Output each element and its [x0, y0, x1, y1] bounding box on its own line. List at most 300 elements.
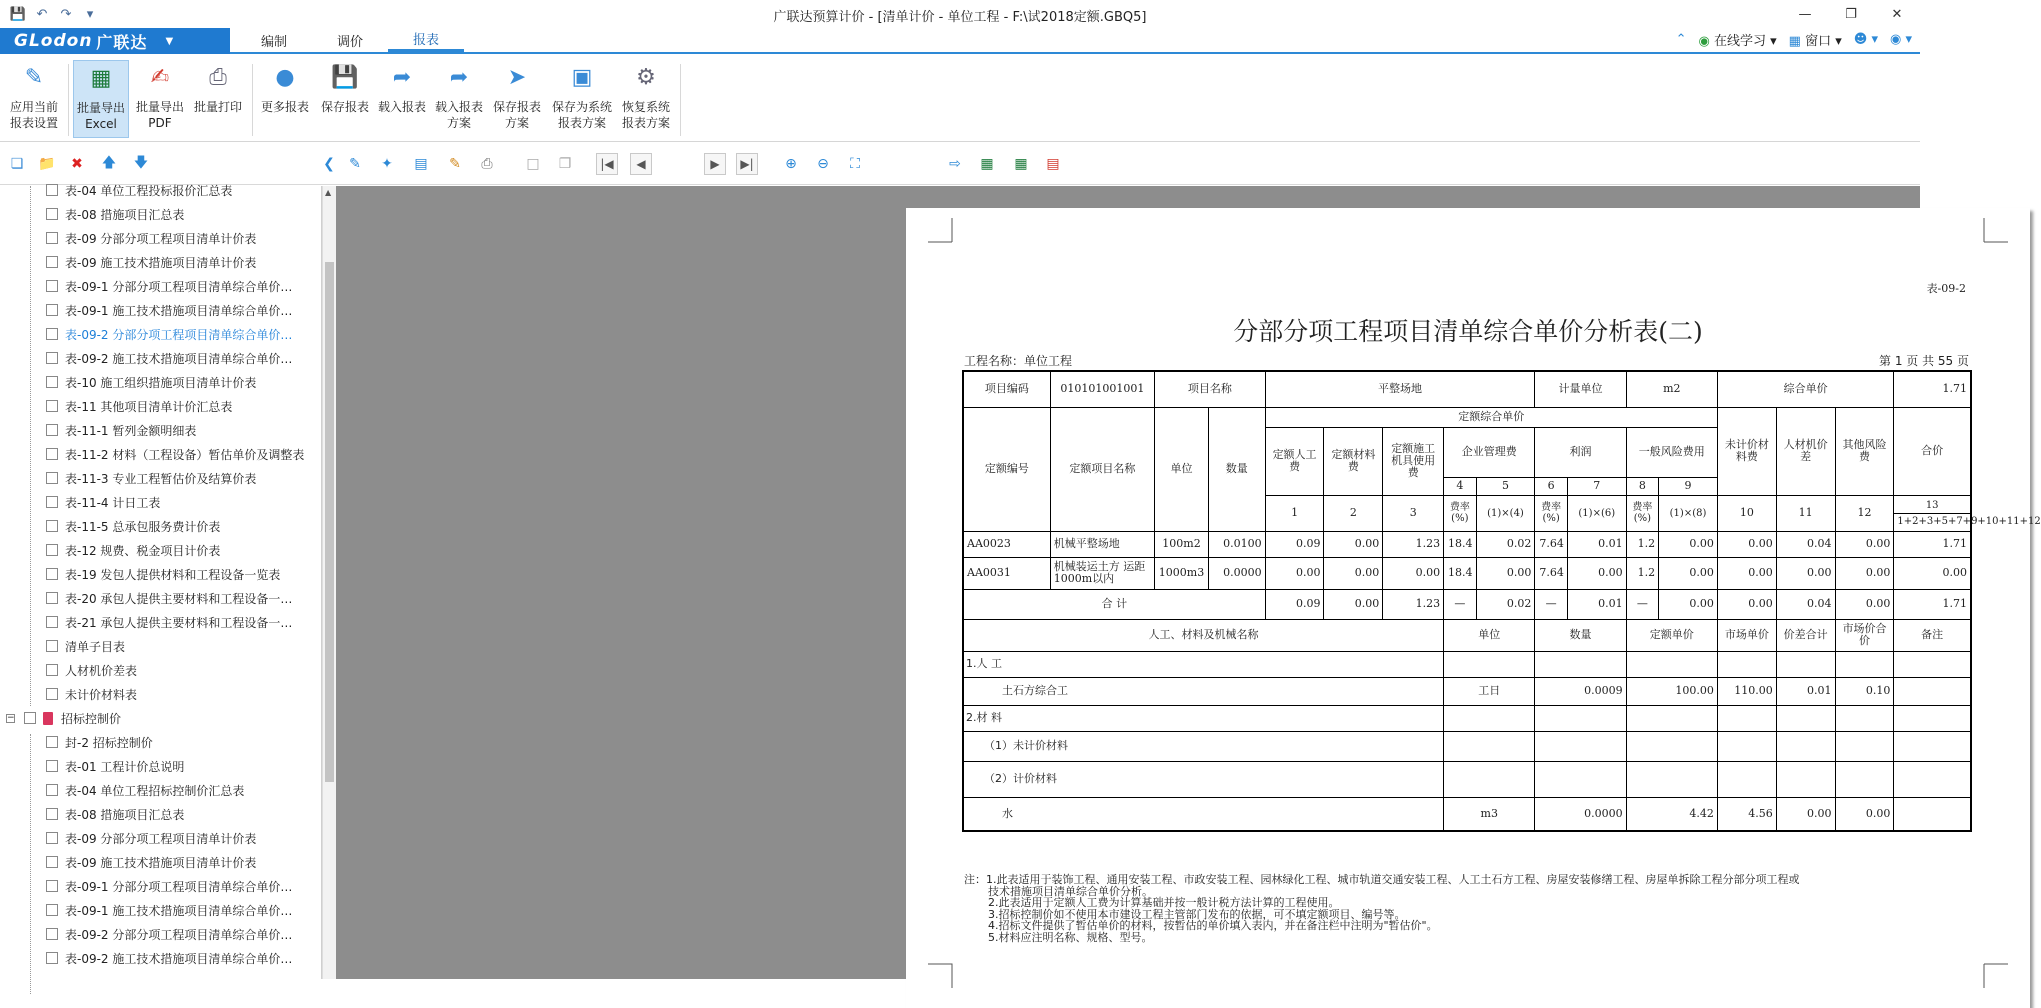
table-cell — [1535, 731, 1626, 761]
checkbox[interactable] — [46, 664, 58, 676]
note-line: 技术措施项目清单综合单价分析。 — [988, 884, 1153, 898]
table-cell: 利润 — [1535, 427, 1626, 477]
tree-guide-line — [30, 734, 31, 994]
table-cell: 0.01 — [1776, 677, 1835, 705]
tree-item[interactable] — [46, 514, 220, 538]
table-cell: 0.00 — [1324, 531, 1383, 557]
material-header-row — [963, 619, 1971, 651]
checkbox[interactable] — [46, 832, 58, 844]
tree-item-label: 表-08 措施项目汇总表 — [65, 807, 185, 822]
table-cell — [1626, 731, 1717, 761]
table-cell: 备注 — [1894, 619, 1971, 651]
checkbox[interactable] — [46, 424, 58, 436]
table-cell: 8 — [1626, 477, 1658, 495]
tree-item[interactable] — [46, 586, 292, 610]
checkbox[interactable] — [46, 880, 58, 892]
checkbox[interactable] — [46, 928, 58, 940]
table-cell — [1894, 797, 1971, 831]
collapse-panel-icon[interactable]: ❮ — [323, 156, 335, 172]
checkbox[interactable] — [46, 352, 58, 364]
report-page — [906, 208, 2041, 1008]
material-row — [963, 651, 1971, 677]
tree-item[interactable] — [46, 730, 153, 754]
checkbox[interactable] — [46, 184, 58, 196]
table-row — [963, 371, 1971, 407]
table-cell: 010101001001 — [1050, 371, 1154, 407]
tree-item[interactable] — [46, 466, 256, 490]
tree-item-label: 未计价材料表 — [65, 687, 138, 702]
table-cell: 0.00 — [1659, 589, 1718, 619]
table-cell: 0.00 — [1265, 557, 1324, 589]
table-cell: 0.00 — [1717, 531, 1776, 557]
online-learning-label: 在线学习 — [1713, 34, 1766, 49]
checkbox[interactable] — [46, 616, 58, 628]
crop-mark — [1984, 964, 2008, 988]
fit-page-icon[interactable]: ⛶ — [850, 156, 860, 172]
prev-page-button[interactable]: ◀ — [630, 153, 652, 175]
zoom-in-icon[interactable]: ⊕ — [785, 156, 797, 172]
material-row — [963, 761, 1971, 797]
table-cell — [1717, 705, 1776, 731]
tree-item-label: 表-11-2 材料（工程设备）暂估单价及调整表 — [65, 447, 305, 462]
tree-item[interactable] — [46, 394, 232, 418]
tree-item-label: 表-08 措施项目汇总表 — [65, 207, 185, 222]
table-cell: 0.00 — [1835, 557, 1894, 589]
tree-item-label: 表-09 施工技术措施项目清单计价表 — [65, 255, 257, 270]
new-report-icon[interactable]: ❏ — [10, 156, 24, 172]
table-cell — [1626, 651, 1717, 677]
tree-item-label: 表-21 承包人提供主要材料和工程设备一… — [65, 615, 293, 630]
page-setup-icon[interactable]: ▤ — [414, 156, 428, 172]
load-report-scheme-button[interactable] — [431, 60, 487, 138]
table-cell: 3 — [1383, 495, 1444, 531]
tab-adjust-price[interactable]: 调价 — [336, 34, 363, 50]
table-cell: 定额综合单价 — [1265, 407, 1717, 427]
checkbox[interactable] — [46, 376, 58, 388]
note-line: 2.此表适用于定额人工费为计算基础并按一般计税方法计算的工程使用。 — [988, 896, 1340, 909]
table-cell: m2 — [1626, 371, 1717, 407]
table-cell: 费率(%) — [1626, 495, 1658, 531]
checkbox[interactable] — [46, 304, 58, 316]
tree-item[interactable] — [46, 802, 184, 826]
customize-icon[interactable]: ▾ — [86, 6, 94, 22]
checkbox[interactable] — [24, 712, 36, 724]
report-preview — [336, 186, 2041, 979]
first-page-button[interactable]: |◀ — [596, 153, 618, 175]
table-cell: 市场单价 — [1717, 619, 1776, 651]
tree-item-label: 封-2 招标控制价 — [65, 735, 153, 750]
scroll-up-icon[interactable]: ▲ — [325, 188, 332, 197]
checkbox[interactable] — [46, 736, 58, 748]
restore-system-scheme-button[interactable] — [616, 60, 676, 138]
checkbox[interactable] — [46, 496, 58, 508]
checkbox[interactable] — [46, 328, 58, 340]
table-cell: 0.02 — [1476, 531, 1535, 557]
table-cell: 0.01 — [1567, 589, 1626, 619]
checkbox[interactable] — [46, 688, 58, 700]
table-cell — [1835, 651, 1894, 677]
tab-edit[interactable]: 编制 — [260, 34, 287, 50]
table-cell: 0.0009 — [1535, 677, 1626, 705]
window-menu-button[interactable]: ▦ 窗口 ▾ — [1788, 34, 1842, 49]
export-sheet-icon[interactable]: ▦ — [980, 156, 994, 172]
move-down-icon[interactable]: 🡇 — [133, 155, 149, 171]
table-cell: — — [1626, 589, 1658, 619]
table-cell — [1717, 731, 1776, 761]
undo-icon[interactable]: ↶ — [36, 6, 48, 22]
tree-item[interactable] — [46, 634, 125, 658]
table-cell: m3 — [1444, 797, 1535, 831]
save-system-icon: ▣ — [571, 65, 593, 90]
table-cell: 定额施工机具使用费 — [1383, 427, 1444, 495]
more-reports-button[interactable] — [257, 60, 313, 138]
tree-item[interactable] — [46, 250, 256, 274]
multi-page-icon[interactable]: ❐ — [558, 156, 572, 172]
quota-row — [963, 531, 1971, 557]
export-pdf-icon[interactable]: ▤ — [1046, 156, 1060, 172]
edit-report-icon[interactable]: ✎ — [349, 156, 361, 172]
table-cell: 110.00 — [1717, 677, 1776, 705]
table-cell: 2 — [1324, 495, 1383, 531]
tree-item-label: 招标控制价 — [61, 711, 122, 726]
analysis-table — [962, 370, 2041, 832]
ribbon-label: 报表方案 — [621, 116, 670, 130]
table-cell: 单位 — [1155, 407, 1209, 531]
checkbox[interactable] — [46, 640, 58, 652]
table-cell: 单位 — [1444, 619, 1535, 651]
table-cell: 100.00 — [1626, 677, 1717, 705]
print-icon[interactable]: ⎙ — [481, 156, 493, 172]
checkbox[interactable] — [46, 856, 58, 868]
page-info: 第 1 页 共 55 页 — [1879, 354, 1969, 368]
table-cell — [1535, 705, 1626, 731]
tree-item-label: 表-09 施工技术措施项目清单计价表 — [65, 855, 257, 870]
save-icon[interactable]: 💾 — [9, 6, 27, 22]
load-report-icon: ➦ — [392, 65, 412, 90]
table-cell — [1835, 761, 1894, 797]
table-cell: 4.56 — [1717, 797, 1776, 831]
table-cell — [1776, 761, 1835, 797]
book-icon — [43, 712, 53, 725]
crop-mark — [928, 218, 952, 242]
batch-export-excel-button[interactable] — [73, 60, 129, 138]
table-cell: 18.4 — [1444, 531, 1476, 557]
chevron-up-icon[interactable]: ⌃ — [1675, 32, 1687, 47]
tree-item-label: 表-04 单位工程招标控制价汇总表 — [65, 783, 245, 798]
window-menu-label: 窗口 — [1805, 34, 1832, 49]
table-cell: 未计价材料费 — [1717, 407, 1776, 495]
tree-item[interactable] — [46, 946, 292, 970]
tree-item[interactable] — [46, 490, 160, 514]
col-13-formula: 1+2+3+5+7+9+10+11+12 — [1897, 515, 2041, 527]
table-cell: （2）计价材料 — [963, 761, 1444, 797]
sheet-code: 表-09-2 — [1926, 282, 1966, 295]
tree-item-label: 表-01 工程计价总说明 — [65, 759, 185, 774]
table-cell — [1535, 651, 1626, 677]
checkbox[interactable] — [46, 232, 58, 244]
scroll-thumb[interactable] — [325, 262, 334, 782]
table-cell: 1 — [1265, 495, 1324, 531]
apply-settings-icon: ✎ — [24, 65, 44, 90]
crop-mark — [928, 964, 952, 988]
report-tree — [0, 183, 322, 979]
table-cell: 合价 — [1894, 407, 1971, 495]
ribbon-divider — [68, 64, 69, 136]
save-report-button[interactable] — [317, 60, 373, 138]
single-page-icon[interactable]: □ — [526, 156, 540, 172]
tree-item-label: 表-09 分部分项工程项目清单计价表 — [65, 231, 257, 246]
tree-item-label: 表-09-1 分部分项工程项目清单综合单价… — [65, 879, 293, 894]
checkbox[interactable] — [46, 280, 58, 292]
ribbon-label: 报表设置 — [9, 116, 58, 130]
table-cell — [1717, 651, 1776, 677]
redo-icon[interactable]: ↷ — [60, 6, 72, 22]
ribbon-label: 批量导出 — [135, 100, 184, 114]
table-cell — [1894, 677, 1971, 705]
table-cell: 定额单价 — [1626, 619, 1717, 651]
ribbon-label: 载入报表 — [434, 100, 483, 114]
tree-item[interactable] — [46, 370, 256, 394]
table-cell — [1535, 761, 1626, 797]
table-cell: 12 — [1835, 495, 1894, 531]
table-cell: 0.00 — [1476, 557, 1535, 589]
close-icon[interactable]: ✕ — [1891, 6, 1903, 22]
table-cell — [1894, 651, 1971, 677]
tree-item[interactable] — [46, 346, 292, 370]
save-as-system-scheme-button[interactable] — [550, 60, 614, 138]
material-row — [963, 705, 1971, 731]
tree-item[interactable] — [46, 178, 232, 202]
tree-item-label: 表-09-2 分部分项工程项目清单综合单价… — [65, 327, 293, 342]
tree-item[interactable] — [46, 418, 196, 442]
tree-item[interactable] — [46, 442, 304, 466]
table-cell — [1717, 761, 1776, 797]
table-cell: 1.71 — [1894, 371, 1971, 407]
tab-report[interactable]: 报表 — [388, 28, 464, 52]
pdf-icon: ✍ — [150, 65, 170, 90]
table-cell: 市场价合价 — [1835, 619, 1894, 651]
table-cell — [1835, 731, 1894, 761]
table-cell — [1444, 705, 1535, 731]
next-page-button[interactable]: ▶ — [704, 153, 726, 175]
tree-item-label: 表-11-3 专业工程暂估价及结算价表 — [65, 471, 257, 486]
ribbon-label: 方案 — [504, 116, 529, 130]
table-cell: 计量单位 — [1535, 371, 1626, 407]
mascot-icon[interactable]: ◉ ▾ — [1889, 32, 1912, 47]
edit-doc-icon[interactable]: ✎ — [449, 156, 461, 172]
tree-item-label: 表-20 承包人提供主要材料和工程设备一… — [65, 591, 293, 606]
table-cell — [1776, 705, 1835, 731]
table-row — [963, 407, 1971, 427]
user-icon[interactable]: ☻ ▾ — [1853, 32, 1878, 47]
tree-item[interactable] — [46, 610, 292, 634]
checkbox[interactable] — [46, 544, 58, 556]
tree-item-label: 清单子目表 — [65, 639, 126, 654]
checkbox[interactable] — [46, 952, 58, 964]
table-cell: 数量 — [1208, 407, 1265, 531]
tree-item[interactable] — [46, 658, 137, 682]
tree-item[interactable] — [46, 682, 137, 706]
table-cell: 10 — [1717, 495, 1776, 531]
batch-export-pdf-button[interactable] — [132, 60, 188, 138]
design-icon[interactable]: ✦ — [381, 156, 393, 172]
checkbox[interactable] — [46, 760, 58, 772]
checkbox[interactable] — [46, 472, 58, 484]
tree-item-label: 表-10 施工组织措施项目清单计价表 — [65, 375, 257, 390]
ribbon-label: 批量打印 — [193, 100, 242, 114]
checkbox[interactable] — [46, 448, 58, 460]
logo-brand: GLodon — [14, 31, 93, 51]
tree-item[interactable] — [46, 562, 280, 586]
note-line: 3.招标控制价如不使用本市建设工程主管部门发布的依据，可不填定额项目、编号等。 — [988, 907, 1406, 921]
tree-item[interactable] — [46, 226, 256, 250]
checkbox[interactable] — [46, 208, 58, 220]
tree-item-label: 表-09-2 分部分项工程项目清单综合单价… — [65, 927, 293, 942]
save-report-scheme-button[interactable] — [489, 60, 545, 138]
checkbox[interactable] — [46, 256, 58, 268]
material-row — [963, 731, 1971, 761]
tree-guide-line — [30, 186, 31, 706]
ribbon-label: 报表方案 — [557, 116, 606, 130]
tree-item[interactable] — [46, 850, 256, 874]
table-cell: 0.0000 — [1208, 557, 1265, 589]
tree-item-label: 表-09-1 施工技术措施项目清单综合单价… — [65, 303, 293, 318]
table-cell: 9 — [1659, 477, 1718, 495]
table-cell: 0.09 — [1265, 531, 1324, 557]
tree-item[interactable] — [46, 898, 292, 922]
table-cell — [1444, 731, 1535, 761]
restore-icon[interactable]: ❐ — [1845, 6, 1857, 22]
window-title: 广联达预算计价 - [清单计价 - 单位工程 - F:\试2018定额.GBQ5] — [773, 10, 1147, 25]
table-cell: 0.01 — [1567, 531, 1626, 557]
checkbox[interactable] — [46, 520, 58, 532]
report-notes — [964, 874, 1800, 943]
save-report-icon: 💾 — [331, 65, 359, 90]
app-logo-menu[interactable] — [0, 28, 230, 54]
table-cell: 平整场地 — [1265, 371, 1535, 407]
table-cell: 0.00 — [1659, 557, 1718, 589]
batch-print-button[interactable] — [190, 60, 246, 138]
table-cell — [1835, 705, 1894, 731]
tree-item[interactable] — [46, 298, 292, 322]
checkbox[interactable] — [46, 904, 58, 916]
tree-item-label: 表-09 分部分项工程项目清单计价表 — [65, 831, 257, 846]
table-cell: 0.00 — [1835, 589, 1894, 619]
table-cell — [1626, 761, 1717, 797]
tree-item[interactable] — [46, 826, 256, 850]
apply-report-settings-button[interactable] — [6, 60, 62, 138]
tree-item-label: 表-11-5 总承包服务费计价表 — [65, 519, 221, 534]
tree-item[interactable] — [46, 778, 244, 802]
export-excel-icon[interactable]: ⇨ — [949, 156, 961, 172]
material-row — [963, 797, 1971, 831]
table-cell: 人材机价差 — [1776, 407, 1835, 495]
tree-item[interactable] — [46, 922, 292, 946]
tree-folder[interactable] — [24, 706, 121, 730]
table-cell: 18.4 — [1444, 557, 1476, 589]
chevron-down-icon: ▼ — [165, 35, 175, 47]
ribbon-label: 批量导出 — [76, 101, 125, 115]
logo-cn: 广联达 — [96, 32, 148, 52]
tree-item-label: 表-11-4 计日工表 — [65, 495, 161, 510]
tree-scrollbar[interactable] — [322, 186, 336, 979]
table-cell: （1）未计价材料 — [963, 731, 1444, 761]
table-cell: 其他风险费 — [1835, 407, 1894, 495]
checkbox[interactable] — [46, 592, 58, 604]
tree-item[interactable] — [46, 754, 184, 778]
table-cell: 价差合计 — [1776, 619, 1835, 651]
tree-item[interactable] — [46, 538, 220, 562]
table-cell: 0.00 — [1717, 589, 1776, 619]
table-cell: 0.00 — [1659, 531, 1718, 557]
tree-item-label: 表-12 规费、税金项目计价表 — [65, 543, 221, 558]
export-workbook-icon[interactable]: ▦ — [1014, 156, 1028, 172]
table-cell: 企业管理费 — [1444, 427, 1535, 477]
load-report-button[interactable] — [374, 60, 430, 138]
tree-item[interactable] — [46, 202, 184, 226]
move-up-icon[interactable]: 🡅 — [101, 155, 117, 171]
table-cell: 0.00 — [1324, 557, 1383, 589]
collapse-icon[interactable]: − — [7, 713, 15, 723]
table-cell — [1776, 651, 1835, 677]
table-cell: 0.09 — [1265, 589, 1324, 619]
table-cell: 费率(%) — [1535, 495, 1567, 531]
table-cell — [1894, 761, 1971, 797]
table-cell — [1444, 651, 1535, 677]
tree-item[interactable] — [46, 874, 292, 898]
delete-icon[interactable]: ✖ — [71, 156, 83, 172]
tree-item[interactable] — [46, 274, 292, 298]
window-controls — [1782, 0, 1920, 28]
tree-item[interactable] — [46, 322, 292, 346]
table-cell: 0.00 — [1894, 557, 1971, 589]
ribbon-label: Excel — [85, 117, 117, 131]
last-page-button[interactable]: ▶| — [736, 153, 758, 175]
checkbox[interactable] — [46, 568, 58, 580]
table-cell: 0.00 — [1835, 797, 1894, 831]
table-cell: (1)×(6) — [1567, 495, 1626, 531]
table-cell: 0.10 — [1835, 677, 1894, 705]
tree-item-label: 表-19 发包人提供材料和工程设备一览表 — [65, 567, 281, 582]
tree-item-label: 表-11 其他项目清单计价汇总表 — [65, 399, 233, 414]
table-cell: 项目编码 — [963, 371, 1050, 407]
note-line: 注：1.此表适用于装饰工程、通用安装工程、市政安装工程、园林绿化工程、城市轨道交通安装工程、人工土石方工程、房屋安装修缮工程、房屋单拆除工程分部分项工程或 — [964, 873, 1800, 886]
online-learning-button[interactable]: ◉ 在线学习 ▾ — [1698, 34, 1777, 49]
table-cell: 综合单价 — [1717, 371, 1893, 407]
table-cell: 0.00 — [1776, 557, 1835, 589]
table-cell: 1000m3 — [1155, 557, 1209, 589]
table-cell: 6 — [1535, 477, 1567, 495]
more-reports-icon: ● — [275, 65, 295, 90]
menu-bar — [0, 28, 1920, 54]
tree-item-label: 表-04 单位工程投标报价汇总表 — [65, 183, 233, 198]
checkbox[interactable] — [46, 784, 58, 796]
ribbon-label: 保存报表 — [492, 100, 541, 114]
zoom-out-icon[interactable]: ⊖ — [817, 156, 829, 172]
table-cell: 5 — [1476, 477, 1535, 495]
table-cell — [1894, 731, 1971, 761]
table-cell — [1444, 761, 1535, 797]
table-cell: 项目名称 — [1155, 371, 1266, 407]
checkbox[interactable] — [46, 808, 58, 820]
minimize-icon[interactable]: — — [1798, 6, 1812, 22]
ribbon-label: 载入报表 — [377, 100, 426, 114]
table-cell: (1)×(8) — [1659, 495, 1718, 531]
note-line: 4.招标文件提供了暂估单价的材料，按暂估的单价填入表内，并在备注栏中注明为"暂估价"。 — [988, 919, 1438, 932]
checkbox[interactable] — [46, 400, 58, 412]
table-cell: 1.23 — [1383, 531, 1444, 557]
new-folder-icon[interactable]: 📁 — [38, 156, 56, 172]
